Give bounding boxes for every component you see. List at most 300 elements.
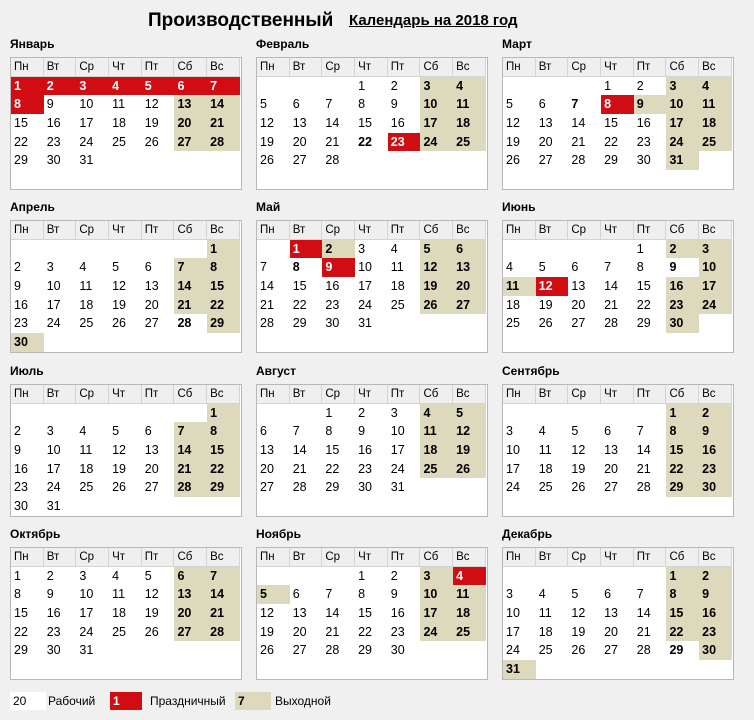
week-row: [11, 478, 241, 497]
work-day: 19: [260, 624, 274, 639]
weekend-day: 11: [503, 277, 536, 296]
empty-day: [76, 333, 109, 352]
empty-day: [536, 170, 569, 189]
weekday-label: Вт: [536, 548, 569, 567]
weekday-label: Пт: [142, 58, 175, 77]
work-day: 24: [358, 297, 372, 312]
month-7: [10, 364, 242, 514]
weekday-label: Пт: [634, 385, 667, 404]
work-day: 19: [506, 134, 520, 149]
empty-day: [388, 497, 421, 516]
work-day: 7: [571, 97, 579, 112]
work-day: 17: [506, 624, 520, 639]
work-day: 29: [358, 643, 372, 658]
empty-day: [536, 333, 569, 352]
work-day: 16: [390, 116, 405, 131]
legend-holiday-sample: 1: [110, 692, 142, 710]
work-day: 29: [292, 316, 307, 331]
empty-day: [634, 170, 667, 189]
empty-day: [257, 497, 290, 516]
work-day: 19: [112, 461, 126, 476]
empty-day: [568, 567, 601, 586]
empty-day: [420, 151, 453, 170]
work-day: 12: [571, 606, 586, 621]
empty-day: [109, 333, 142, 352]
weekday-label: Вт: [290, 548, 323, 567]
work-day: 15: [14, 116, 28, 131]
weekday-label: Чт: [355, 548, 388, 567]
empty-day: [536, 497, 569, 516]
work-day: 3: [46, 260, 54, 275]
work-day: 28: [260, 316, 274, 331]
empty-day: [601, 404, 634, 423]
work-day: 30: [325, 316, 340, 331]
work-day: 24: [506, 480, 520, 495]
month-name: Октябрь: [10, 527, 61, 541]
work-day: 27: [538, 153, 553, 168]
weekend-day: 10: [420, 95, 453, 114]
weekday-label: Сб: [666, 221, 699, 240]
work-day: 30: [46, 643, 61, 658]
empty-day: [290, 497, 323, 516]
work-day: 4: [390, 241, 398, 256]
empty-day: [355, 333, 388, 352]
empty-day: [207, 151, 240, 170]
week-row: [503, 585, 733, 604]
holiday-day: 6: [174, 77, 207, 96]
empty-day: [388, 151, 421, 170]
empty-day: [11, 240, 44, 259]
holiday-day: 5: [142, 77, 175, 96]
empty-day: [388, 660, 421, 679]
week-row: [11, 497, 241, 516]
weekday-label: Ср: [76, 221, 109, 240]
weekend-day: 15: [666, 604, 699, 623]
empty-day: [420, 641, 453, 660]
month-3: [502, 37, 734, 168]
week-row: [503, 240, 733, 259]
work-day: 20: [260, 461, 274, 476]
weekday-header: [503, 221, 733, 240]
empty-day: [142, 404, 175, 423]
weekend-day: 13: [453, 258, 486, 277]
work-day: 12: [571, 443, 586, 458]
week-row: [257, 585, 487, 604]
work-day: 16: [390, 606, 405, 621]
month-table: [502, 57, 734, 190]
week-row: [503, 258, 733, 277]
weekday-label: Сб: [666, 548, 699, 567]
weekday-label: Вт: [290, 58, 323, 77]
empty-day: [634, 404, 667, 423]
work-day: 20: [604, 624, 618, 639]
weekend-day: 28: [174, 478, 207, 497]
work-day: 11: [538, 606, 552, 621]
work-day: 15: [358, 116, 372, 131]
work-day: 24: [46, 480, 61, 495]
weekday-label: Сб: [666, 385, 699, 404]
empty-day: [420, 333, 453, 352]
week-row: [257, 478, 487, 497]
holiday-day: 9: [322, 258, 355, 277]
weekend-day: 30: [11, 333, 44, 352]
weekday-label: Сб: [174, 548, 207, 567]
week-row: [503, 333, 733, 352]
work-day: 12: [260, 116, 274, 131]
holiday-day: 2: [44, 77, 77, 96]
work-day: 8: [358, 587, 366, 602]
work-day: 1: [325, 405, 333, 420]
empty-day: [322, 497, 355, 516]
work-day: 28: [604, 316, 618, 331]
weekend-day: 7: [174, 422, 207, 441]
week-row: [11, 567, 241, 586]
work-day: 25: [538, 643, 553, 658]
empty-day: [453, 314, 486, 333]
empty-day: [290, 77, 323, 96]
weekend-day: 1: [207, 404, 240, 423]
weekend-day: 4: [699, 77, 732, 96]
work-day: 9: [669, 260, 677, 275]
work-day: 16: [636, 116, 651, 131]
weekend-day: 13: [174, 585, 207, 604]
work-day: 10: [46, 279, 61, 294]
work-day: 12: [144, 97, 159, 112]
empty-day: [44, 404, 77, 423]
work-day: 30: [14, 499, 28, 514]
weekend-day: 31: [503, 660, 536, 679]
work-day: 9: [46, 587, 54, 602]
weekday-label: Ср: [322, 58, 355, 77]
work-day: 3: [79, 568, 87, 583]
empty-day: [174, 151, 207, 170]
work-day: 19: [260, 134, 274, 149]
work-day: 5: [538, 260, 546, 275]
week-row: [503, 641, 733, 660]
work-day: 30: [358, 480, 372, 495]
weekday-label: Пн: [11, 58, 44, 77]
week-row: [11, 77, 241, 96]
empty-day: [109, 660, 142, 679]
work-day: 26: [538, 316, 553, 331]
week-row: [11, 95, 241, 114]
weekday-label: Ср: [76, 548, 109, 567]
empty-day: [453, 170, 486, 189]
weekend-day: 10: [666, 95, 699, 114]
weekend-day: 21: [174, 296, 207, 315]
empty-day: [322, 567, 355, 586]
work-day: 18: [390, 279, 405, 294]
empty-day: [420, 497, 453, 516]
week-row: [503, 314, 733, 333]
holiday-day: 8: [11, 95, 44, 114]
empty-day: [453, 478, 486, 497]
work-day: 17: [506, 461, 520, 476]
work-day: 3: [506, 587, 513, 602]
work-day: 4: [112, 568, 120, 583]
weekday-label: Ср: [568, 548, 601, 567]
week-row: [257, 333, 487, 352]
work-day: 10: [46, 443, 61, 458]
work-day: 6: [144, 260, 152, 275]
legend-holiday-label: Праздничный: [150, 694, 226, 708]
week-row: [503, 114, 733, 133]
weekday-label: Сб: [174, 58, 207, 77]
work-day: 25: [538, 480, 553, 495]
empty-day: [257, 240, 290, 259]
empty-day: [322, 660, 355, 679]
work-day: 6: [144, 424, 152, 439]
weekday-label: Вс: [207, 548, 240, 567]
empty-day: [503, 240, 536, 259]
month-6: [502, 200, 734, 331]
work-day: 6: [538, 97, 546, 112]
work-day: 18: [538, 624, 553, 639]
work-day: 18: [112, 116, 126, 131]
weekend-day: 25: [453, 623, 486, 642]
work-day: 29: [669, 643, 684, 658]
weekday-label: Вс: [453, 58, 486, 77]
month-table: [256, 220, 488, 353]
work-day: 11: [538, 443, 552, 458]
empty-day: [257, 567, 290, 586]
month-name: Ноябрь: [256, 527, 301, 541]
work-day: 23: [636, 134, 651, 149]
work-day: 24: [46, 316, 61, 331]
weekend-day: 14: [207, 585, 240, 604]
empty-day: [388, 170, 421, 189]
weekend-day: 30: [699, 641, 732, 660]
week-row: [11, 314, 241, 333]
weekend-day: 9: [634, 95, 667, 114]
month-4: [10, 200, 242, 350]
empty-day: [503, 77, 536, 96]
week-row: [257, 641, 487, 660]
weekday-label: Пн: [257, 548, 290, 567]
empty-day: [322, 77, 355, 96]
work-day: 28: [325, 153, 340, 168]
work-day: 7: [636, 424, 644, 439]
work-day: 14: [325, 606, 340, 621]
weekend-day: 5: [257, 585, 290, 604]
holiday-day: 4: [453, 567, 486, 586]
weekend-day: 2: [699, 404, 732, 423]
empty-day: [44, 170, 77, 189]
work-day: 2: [390, 78, 398, 93]
week-row: [257, 296, 487, 315]
work-day: 7: [292, 424, 300, 439]
empty-day: [699, 314, 732, 333]
weekday-label: Ср: [322, 385, 355, 404]
weekday-header: [257, 548, 487, 567]
week-row: [257, 567, 487, 586]
week-row: [11, 404, 241, 423]
weekday-label: Чт: [601, 221, 634, 240]
weekday-label: Сб: [420, 548, 453, 567]
work-day: 8: [325, 424, 333, 439]
work-day: 29: [325, 480, 340, 495]
weekday-label: Вс: [207, 385, 240, 404]
weekday-header: [503, 58, 733, 77]
legend-work-sample: 20: [10, 692, 46, 710]
empty-day: [257, 660, 290, 679]
weekend-day: 10: [420, 585, 453, 604]
weekend-day: 23: [666, 296, 699, 315]
work-day: 22: [292, 297, 307, 312]
weekend-day: 20: [453, 277, 486, 296]
weekend-day: 8: [666, 422, 699, 441]
week-row: [257, 497, 487, 516]
work-day: 15: [325, 443, 340, 458]
work-day: 22: [14, 624, 28, 639]
work-day: 27: [144, 316, 159, 331]
work-day: 16: [358, 443, 372, 458]
weekday-label: Чт: [109, 385, 142, 404]
work-day: 16: [46, 606, 61, 621]
week-row: [257, 314, 487, 333]
work-day: 3: [506, 424, 513, 439]
work-day: 4: [538, 424, 546, 439]
work-day: 8: [14, 587, 21, 602]
weekend-day: 1: [666, 567, 699, 586]
empty-day: [503, 333, 536, 352]
week-row: [503, 151, 733, 170]
work-day: 3: [390, 405, 398, 420]
weekday-label: Пт: [634, 221, 667, 240]
weekday-label: Вс: [453, 221, 486, 240]
empty-day: [109, 404, 142, 423]
empty-day: [142, 333, 175, 352]
weekend-day: 12: [420, 258, 453, 277]
weekday-label: Пн: [257, 221, 290, 240]
empty-day: [601, 497, 634, 516]
empty-day: [601, 333, 634, 352]
page-subtitle: Календарь на 2018 год: [349, 12, 518, 29]
work-day: 25: [79, 480, 94, 495]
weekend-day: 26: [453, 460, 486, 479]
week-row: [11, 240, 241, 259]
work-day: 23: [14, 316, 28, 331]
weekend-day: 30: [699, 478, 732, 497]
holiday-day: 12: [536, 277, 569, 296]
work-day: 22: [325, 461, 340, 476]
empty-day: [76, 170, 109, 189]
work-day: 20: [144, 461, 159, 476]
weekday-header: [11, 221, 241, 240]
holiday-day: 23: [388, 133, 421, 152]
legend-weekend-sample: 7: [235, 692, 271, 710]
work-day: 6: [604, 587, 612, 602]
week-row: [11, 460, 241, 479]
page-title: Производственный: [148, 10, 334, 31]
work-day: 19: [112, 297, 126, 312]
week-row: [503, 170, 733, 189]
empty-day: [536, 404, 569, 423]
empty-day: [76, 660, 109, 679]
empty-day: [568, 497, 601, 516]
work-day: 25: [390, 297, 405, 312]
empty-day: [11, 404, 44, 423]
work-day: 27: [571, 316, 586, 331]
work-day: 30: [390, 643, 405, 658]
empty-day: [257, 77, 290, 96]
weekday-label: Пт: [634, 58, 667, 77]
work-day: 24: [390, 461, 405, 476]
weekday-label: Пт: [388, 58, 421, 77]
holiday-day: 3: [76, 77, 109, 96]
weekday-label: Вс: [699, 221, 732, 240]
month-2: [256, 37, 488, 168]
work-day: 1: [358, 78, 366, 93]
work-day: 19: [144, 606, 159, 621]
work-day: 26: [571, 643, 586, 658]
weekend-day: 21: [207, 604, 240, 623]
work-day: 7: [325, 97, 333, 112]
empty-day: [11, 170, 44, 189]
weekend-day: 15: [207, 277, 240, 296]
weekend-day: 11: [699, 95, 732, 114]
weekday-label: Пн: [257, 58, 290, 77]
legend-work-label: Рабочий: [48, 694, 96, 708]
weekday-label: Вт: [44, 58, 77, 77]
work-day: 4: [538, 587, 546, 602]
empty-day: [109, 170, 142, 189]
empty-day: [601, 170, 634, 189]
month-table: [10, 57, 242, 190]
empty-day: [388, 314, 421, 333]
empty-day: [142, 497, 175, 516]
empty-day: [44, 333, 77, 352]
empty-day: [142, 151, 175, 170]
empty-day: [355, 497, 388, 516]
month-11: [256, 527, 488, 658]
work-day: 12: [112, 443, 126, 458]
work-day: 17: [390, 443, 405, 458]
empty-day: [420, 660, 453, 679]
empty-day: [666, 333, 699, 352]
empty-day: [568, 404, 601, 423]
week-row: [503, 478, 733, 497]
empty-day: [142, 240, 175, 259]
work-day: 13: [144, 279, 159, 294]
work-day: 4: [506, 260, 513, 275]
weekend-day: 24: [666, 133, 699, 152]
work-day: 20: [292, 134, 307, 149]
work-day: 26: [112, 480, 126, 495]
month-table: [256, 57, 488, 190]
work-day: 27: [144, 480, 159, 495]
empty-day: [207, 497, 240, 516]
work-day: 11: [79, 443, 93, 458]
empty-day: [634, 660, 667, 679]
work-day: 25: [79, 316, 94, 331]
weekend-day: 4: [453, 77, 486, 96]
weekend-day: 1: [207, 240, 240, 259]
work-day: 19: [144, 116, 159, 131]
month-name: Декабрь: [502, 527, 553, 541]
weekend-day: 21: [174, 460, 207, 479]
weekend-day: 29: [666, 478, 699, 497]
holiday-day: 8: [601, 95, 634, 114]
holiday-day: 1: [290, 240, 323, 259]
weekday-label: Чт: [355, 58, 388, 77]
work-day: 2: [636, 78, 644, 93]
work-day: 27: [292, 643, 307, 658]
work-day: 31: [46, 499, 61, 514]
weekend-day: 7: [174, 258, 207, 277]
weekend-day: 22: [207, 460, 240, 479]
work-day: 8: [292, 260, 300, 275]
